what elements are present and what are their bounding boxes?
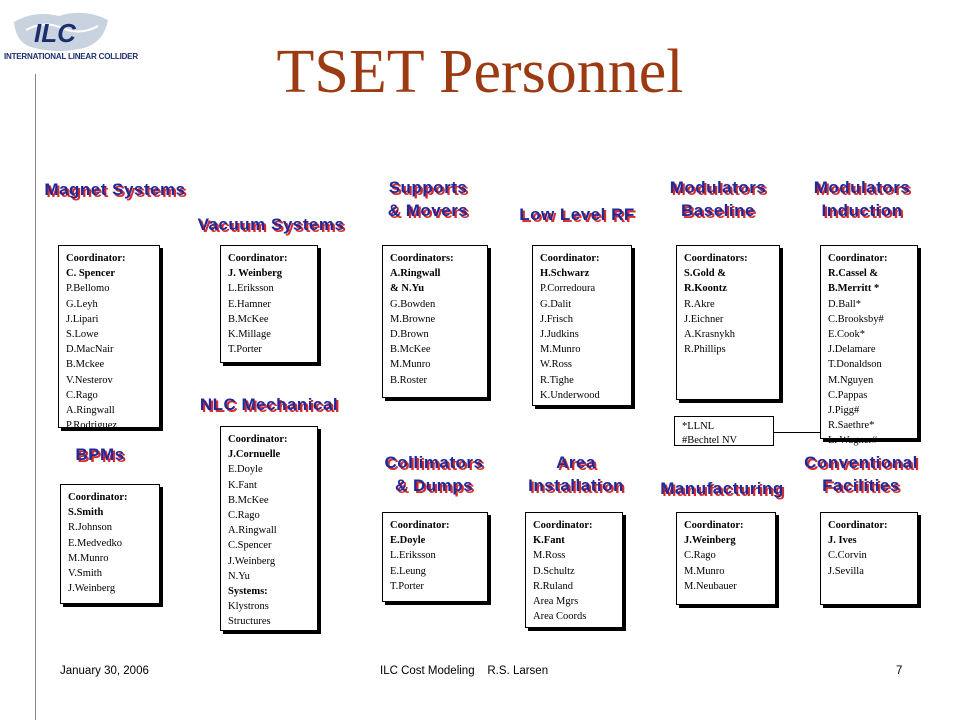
group-header-low-level-rf: Low Level RF <box>519 205 635 224</box>
affiliation-note: *LLNL #Bechtel NV <box>674 416 774 446</box>
group-box-manufacturing: Coordinator: J.Weinberg C.Rago M.Munro M.Neubauer <box>676 512 776 605</box>
group-header-magnet-systems: Magnet Systems <box>44 180 186 199</box>
vertical-divider <box>35 74 36 720</box>
group-header-vacuum-systems: Vacuum Systems <box>197 215 345 234</box>
group-box-area-installation: Coordinator: K.Fant M.Ross D.Schultz R.Ruland Area Mgrs Area Coords <box>525 512 623 628</box>
note-connector <box>774 432 820 433</box>
group-header-nlc-mechanical: NLC Mechanical <box>199 395 339 414</box>
group-header-bpms: BPMs <box>75 445 125 464</box>
footer-date: January 30, 2006 <box>60 665 149 677</box>
group-header-manufacturing: Manufacturing <box>660 479 784 498</box>
group-box-bpms: Coordinator: S.Smith R.Johnson E.Medvedko M.Munro V.Smith J.Weinberg <box>60 484 160 604</box>
group-box-supports-movers: Coordinators: A.Ringwall & N.Yu G.Bowden M.Browne D.Brown B.McKee M.Munro B.Roster <box>382 245 488 398</box>
group-box-collimators-dumps: Coordinator: E.Doyle L.Eriksson E.Leung T.Porter <box>382 512 488 602</box>
group-header-area-installation: Area Installation <box>528 453 624 495</box>
svg-text:ILC: ILC <box>34 18 76 48</box>
group-box-magnet-systems: Coordinator: C. Spencer P.Bellomo G.Leyh J.Lipari S.Lowe D.MacNair B.Mckee V.Nesterov C.Rago A.Ringwall P.Rodriguez <box>58 245 160 428</box>
group-box-modulators-baseline: Coordinators: S.Gold & R.Koontz R.Akre J.Eichner A.Krasnykh R.Phillips <box>676 245 780 400</box>
group-box-vacuum-systems: Coordinator: J. Weinberg L.Eriksson E.Hamner B.McKee K.Millage T.Porter <box>220 245 318 363</box>
group-box-modulators-induction: Coordinator: R.Cassel & B.Merritt * D.Ball* C.Brooksby# E.Cook* J.Delamare T.Donaldson M.Nguyen C.Pappas J.Pigg# R.Saethre* L. Wagner# <box>820 245 918 439</box>
group-box-conventional-facilities: Coordinator: J. Ives C.Corvin J.Sevilla <box>820 512 918 605</box>
group-header-modulators-baseline: Modulators Baseline <box>669 178 767 220</box>
group-header-supports-movers: Supports & Movers <box>387 178 469 220</box>
group-box-nlc-mechanical: Coordinator: J.Cornuelle E.Doyle K.Fant B.McKee C.Rago A.Ringwall C.Spencer J.Weinberg N.Yu Systems: Klystrons Structures <box>220 426 318 631</box>
logo-text: INTERNATIONAL LINEAR COLLIDER <box>4 52 138 61</box>
page-number: 7 <box>896 665 903 677</box>
page-title: TSET Personnel <box>276 38 684 106</box>
group-header-modulators-induction: Modulators Induction <box>813 178 911 220</box>
group-box-low-level-rf: Coordinator: H.Schwarz P.Corredoura G.Dalit J.Frisch J.Judkins M.Munro W.Ross R.Tighe K.Underwood <box>532 245 632 406</box>
group-header-collimators-dumps: Collimators & Dumps <box>384 453 484 495</box>
footer-center: ILC Cost Modeling R.S. Larsen <box>380 665 549 677</box>
group-header-conventional-facilities: Conventional Facilities <box>804 453 918 495</box>
ilc-logo-icon <box>4 2 138 74</box>
